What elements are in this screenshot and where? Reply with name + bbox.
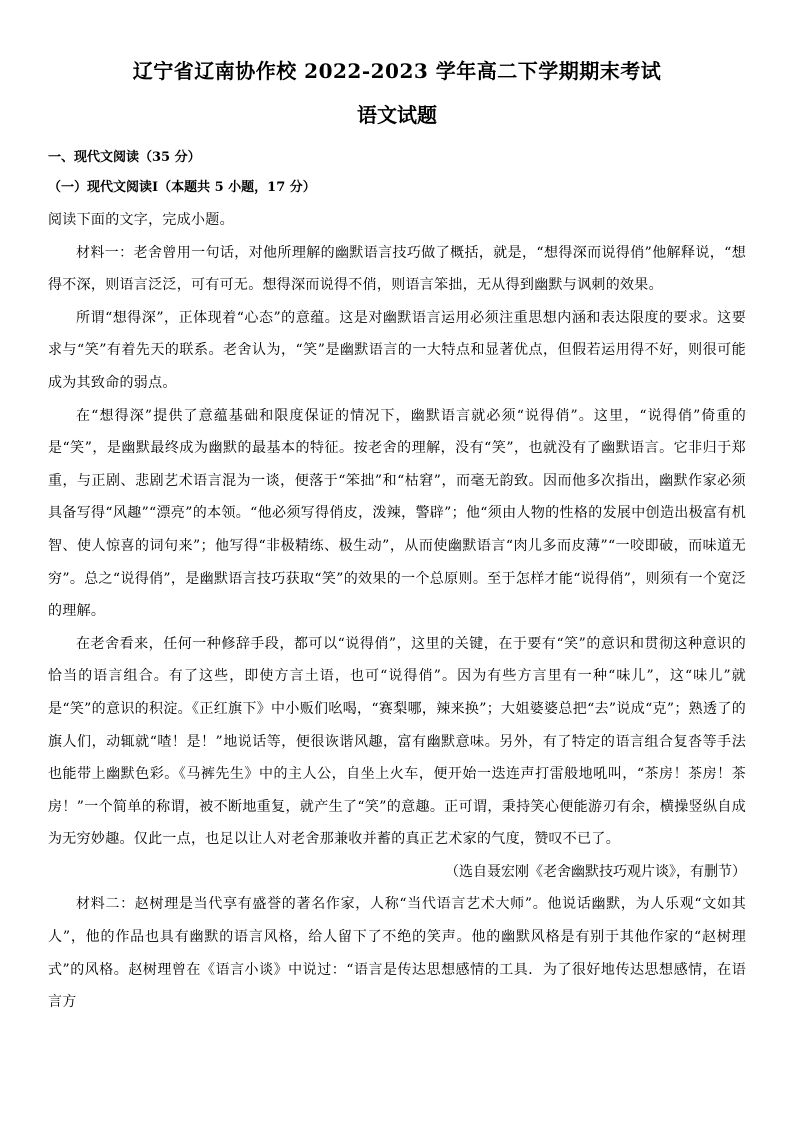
section-heading: 一、现代文阅读（35 分） [48,150,201,165]
source-citation: （选自聂宏刚《老舍幽默技巧观片谈》，有删节） [445,863,746,880]
paragraph-shuo-de-qiao: 在“想得深”提供了意蕴基础和限度保证的情况下，幽默语言就必须“说得俏”。这里，“说得俏”倚重的是“笑”，是幽默最终成为幽默的最基本的特征。按老舍的理解，没有“笑”，也就没有了幽默语言。它非归于郑重，与正剧、悲剧艺术语言混为一谈，便落于“笨拙”和“枯窘”，而毫无韵致。因而他多次指出，幽默作家必须具备写得“风趣”“漂亮”的本领。“他必须写得俏皮，泼辣，警辟”；他“须由人物的性格的发展中创造出极富有机智、使人惊喜的词句来”；他写得“非极精练、极生动”，从而使幽默语言“肉儿多而皮薄”“一咬即破，而味道无穷”。总之“说得俏”，是幽默语言技巧获取“笑”的效果的一个总原则。至于怎样才能“说得俏”，则须有一个宽泛的理解。 [48,407,746,620]
paragraph-xiang-de-shen: 所谓“想得深”，正体现着“心态”的意蕴。这是对幽默语言运用必须注重思想内涵和表达限度的要求。这要求与“笑”有着先天的联系。老舍认为，“笑”是幽默语言的一大特点和显著优点，但假若运用得不好，则很可能成为其致命的弱点。 [48,309,746,391]
instruction-text: 阅读下面的文字，完成小题。 [48,212,234,228]
subsection-heading: （一）现代文阅读Ⅰ（本题共 5 小题，17 分） [48,180,316,195]
paragraph-material-1: 材料一：老舍曾用一句话，对他所理解的幽默语言技巧做了概括，就是，“想得深而说得俏”他解释说，“想得不深，则语言泛泛，可有可无。想得深而说得不俏，则语言笨拙，无从得到幽默与讽刺的效果。 [48,244,746,294]
paragraph-laoshe-view: 在老舍看来，任何一种修辞手段，都可以“说得俏”，这里的关键，在于要有“笑”的意识和贯彻这种意识的恰当的语言组合。有了这些，即使方言土语，也可“说得俏”。因为有些方言里有一种“味儿”，这“味儿”就是“笑”的意识的积淀。《正红旗下》中小贩们吆喝，“赛梨哪，辣来换”；大姐婆婆总把“去”说成“克”；熟透了的旗人们，动辄就“喳！是！”地说话等，便很诙谐风趣，富有幽默意味。另外，有了特定的语言组合复沓等手法也能带上幽默色彩。《马裤先生》中的主人公，自坐上火车，便开始一迭连声打雷般地吼叫，“茶房！茶房！茶房！”一个简单的称谓，被不断地重复，就产生了“笑”的意趣。正可谓，秉持笑心便能游刃有余，横操竖纵自成为无穷妙趣。仅此一点，也足以让人对老舍那兼收并蓄的真正艺术家的气度，赞叹不已了。 [48,635,746,848]
document-title: 辽宁省辽南协作校 2022-2023 学年高二下学期期末考试 [132,59,662,83]
paragraph-material-2: 材料二：赵树理是当代享有盛誉的著名作家，人称“当代语言艺术大师”。他说话幽默，为人乐观“文如其人”，他的作品也具有幽默的语言风格，给人留下了不绝的笑声。他的幽默风格是有别于其他作家的“赵树理式”的风格。赵树理曾在《语言小谈》中说过：“语言是传达思想感情的工具．为了很好地传达思想感情，在语言方 [48,896,746,1011]
document-subtitle: 语文试题 [357,103,437,127]
